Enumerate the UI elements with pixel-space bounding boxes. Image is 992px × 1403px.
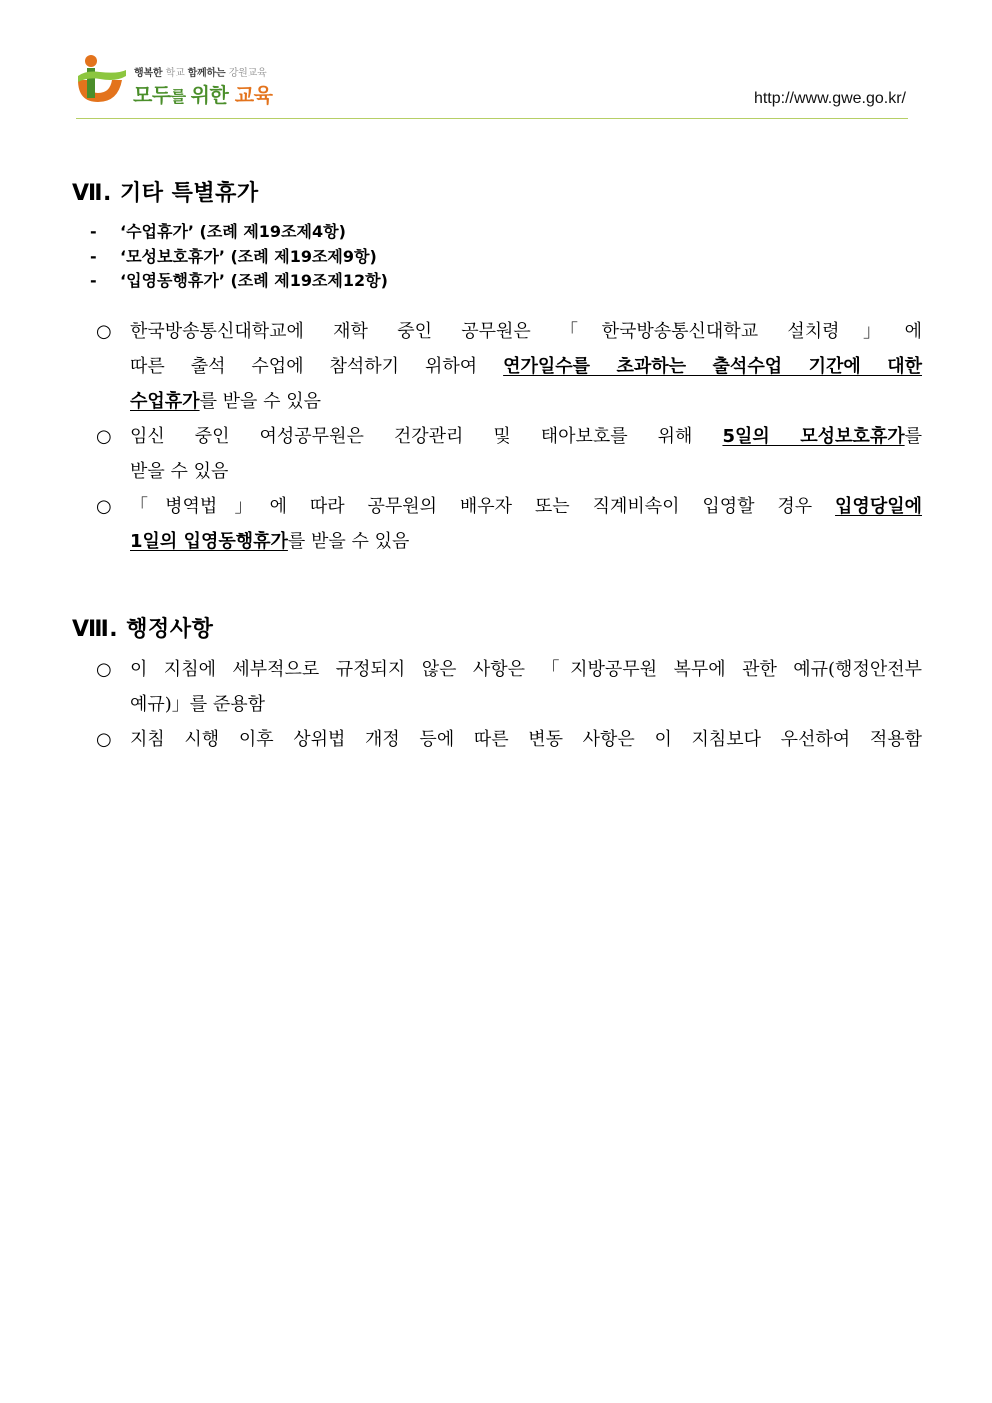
site-url: http://www.gwe.go.kr/ (753, 90, 906, 107)
section-8-bullets (96, 652, 922, 757)
section-7-title: Ⅶ. 기타 특별휴가 (72, 181, 259, 206)
list-item: - ‘수업휴가’ (조례 제19조제4항) (90, 222, 346, 241)
bullet-enlistment-leave: ○ 「병역법」에 따라 공무원의 배우자 또는 직계비속이 입영할 경우 입영당일에 1일의 입영동행휴가를 받을 수 있음 (96, 496, 922, 552)
section-8-title: Ⅷ. 행정사항 (72, 617, 214, 642)
logo-icon (76, 52, 132, 108)
logo-tagline: 행복한 학교 함께하는 강원교육 (134, 68, 267, 79)
bullet-mark: ○ (96, 321, 112, 342)
list-item: - ‘입영동행휴가’ (조례 제19조제12항) (90, 271, 388, 290)
bullet-admin-2: ○ 지침 시행 이후 상위법 개정 등에 따른 변동 사항은 이 지침보다 우선하여 적용함 (96, 729, 922, 750)
logo-wordmark: 모두를 위한 교육 (133, 83, 273, 107)
page-header (76, 52, 908, 119)
bullet-admin-1: ○ 이 지침에 세부적으로 규정되지 않은 사항은 「지방공무원 복무에 관한 예규(행정안전부 예규)」를 준용함 (96, 659, 922, 715)
bullet-class-leave: ○ 한국방송통신대학교에 재학 중인 공무원은 「한국방송통신대학교 설치령」에 따른 출석 수업에 참석하기 위하여 연가일수를 초과하는 출석수업 기간에 대한 수업휴가를 받을 수 있음 (96, 314, 922, 419)
bullet-maternity-leave: ○ 임신 중인 여성공무원은 건강관리 및 태아보호를 위해 5일의 모성보호휴가를 받을 수 있음 (96, 426, 922, 482)
special-leave-list (90, 220, 388, 294)
section-7-bullets (96, 314, 922, 559)
list-item: - ‘모성보호휴가’ (조례 제19조제9항) (90, 246, 377, 266)
